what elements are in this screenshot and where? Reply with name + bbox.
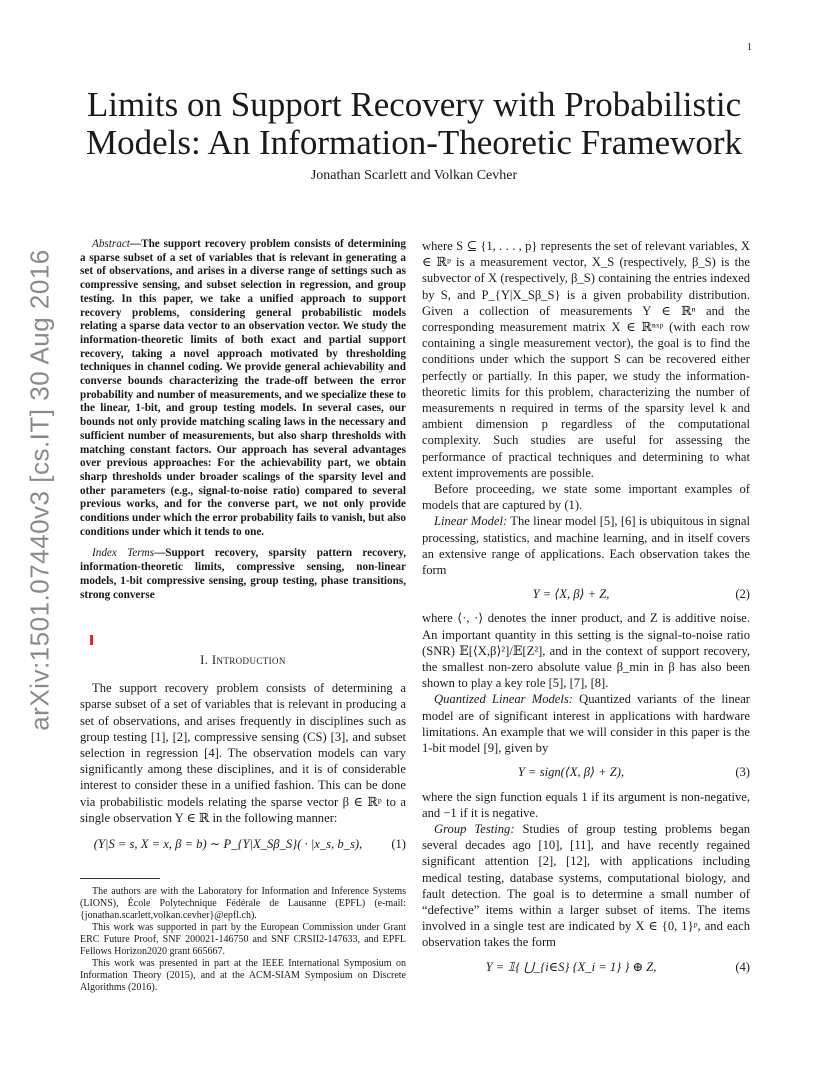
intro-section: [80, 652, 406, 862]
footnote-funding: This work was supported in part by the European Commission under Grant ERC Future Proof, SNF 200021-146750 and SNF CRSII2-147633, and EPFL Fellows Horizon2020 grant 665667.: [80, 922, 406, 957]
equation-3-number: (3): [735, 765, 750, 780]
equation-1: [80, 836, 406, 852]
linear-model-text: The linear model [5], [6] is ubiquitous in signal processing, statistics, and machine learning, and in itself covers an extensive range of applications. Each observation takes the form: [422, 514, 750, 578]
footnote-rule: [80, 878, 160, 879]
right-paragraph-1: where S ⊆ {1, . . . , p} represents the set of relevant variables, X ∈ ℝᵖ is a measurement vector, X_S (respectively, β_S) is the subvector of X (respectively, β_S) containing the entries indexed by S, and P_{Y|X_Sβ_S} is a given probability distribution. Given a collection of measurements Y ∈ ℝⁿ and the corresponding measurement matrix X ∈ ℝⁿˣᵖ (with each row containing a single measurement vector), the goal is to find the conditions under which the support S can be recovered either perfectly or partially. In this paper, we study the information-theoretic limits for this problem, characterizing the number of measurements n required in terms of the sparsity level k and ambient dimension p regardless of the computational complexity. Such studies are useful for assessing the performance of practical techniques and determining to what extent improvements are possible.: [422, 239, 750, 480]
page-number: 1: [747, 42, 752, 53]
left-column: [80, 238, 406, 602]
equation-4-number: (4): [735, 959, 750, 974]
arxiv-stamp: [20, 249, 60, 731]
abstract: [80, 238, 406, 539]
quantized-text: Quantized variants of the linear model are of significant interest in applications with hardware limitations. An example that we will consider in this paper is the 1-bit model [9], given by: [422, 692, 750, 756]
linear-model-paragraph: [422, 513, 750, 578]
group-testing-heading: Group Testing:: [434, 821, 515, 836]
equation-4: [422, 959, 750, 975]
footnotes: [80, 886, 406, 994]
title-line-2: Models: An Information-Theoretic Framework: [85, 123, 743, 162]
equation-3: [422, 764, 750, 780]
right-paragraph-2: Before proceeding, we state some important examples of models that are captured by (1).: [422, 482, 750, 513]
index-terms-text: —Support recovery, sparsity pattern recovery, information-theoretic limits, compressive sensing, non-linear models, 1-bit compressive sensing, group testing, phase transitions, strong converse: [80, 547, 406, 601]
after-equation-2: where ⟨·, ·⟩ denotes the inner product, and Z is additive noise. An important quantity in this setting is the signal-to-noise ratio (SNR) 𝔼[⟨X,β⟩²]/𝔼[Z²], and in the context of support recovery, the smallest non-zero absolute value β_min in β has also been shown to play a key role [5], [7], [8].: [422, 611, 750, 691]
linear-model-heading: Linear Model:: [434, 514, 508, 529]
footnote-affiliation: The authors are with the Laboratory for Information and Inference Systems (LIONS), École Polytechnique Fédérale de Lausanne (EPFL) (e-mail: {jonathan.scarlett,volkan.cevher}@epfl.ch).: [80, 886, 406, 921]
section-heading: I. Introduction: [200, 653, 286, 667]
equation-2: [422, 586, 750, 602]
authors: Jonathan Scarlett and Volkan Cevher: [310, 168, 518, 183]
quantized-heading: Quantized Linear Models:: [434, 692, 573, 707]
equation-2-formula: Y = ⟨X, β⟩ + Z,: [532, 587, 610, 602]
quantized-paragraph: [422, 691, 750, 756]
equation-4-formula: Y = 𝟙{ ⋃_{i∈S} {X_i = 1} } ⊕ Z,: [485, 959, 657, 974]
abstract-text: —The support recovery problem consists of determining a sparse subset of a set of variables that is relevant in generating a set of observations, and arises in a diverse range of settings such as compressive sensing, and subset selection in regression, and group testing. In this paper, we take a unified approach to support recovery problems, considering general probabilistic models relating a sparse data vector to an observation vector. We study the information-theoretic limits of both exact and partial support recovery, taking a novel approach motivated by thresholding techniques in channel coding. We provide general achievability and converse bounds characterizing the trade-off between the error probability and number of measurements, and we specialize these to the linear, 1-bit, and group testing models. In several cases, our bounds not only provide matching scaling laws in the necessary and sufficient number of measurements, but also sharp thresholds with matching constant factors. Our approach has several advantages over previous approaches: For the achievability part, we obtain sharp thresholds under broader scalings of the sparsity level and other parameters (e.g., signal-to-noise ratio) compared to several previous works, and for the converse part, we not only provide conditions under which the error probability fails to vanish, but also conditions under which it tends to one.: [80, 238, 406, 538]
intro-paragraph: The support recovery problem consists of determining a sparse subset of a set of variables that is relevant in producing a set of observations, and arises frequently in disciplines such as group testing [1], [2], compressive sensing (CS) [3], and subset selection in regression [4]. The observation models can vary significantly among these disciplines, and it is of considerable interest to consider these in a unified fashion. This can be done via probabilistic models relating the sparse vector β ∈ ℝᵖ to a single observation Y ∈ ℝ in the following manner:: [80, 681, 406, 825]
equation-3-formula: Y = sign(⟨X, β⟩ + Z),: [517, 765, 625, 780]
after-equation-3: where the sign function equals 1 if its argument is non-negative, and −1 if it is negative.: [422, 789, 750, 820]
title-line-1: Limits on Support Recovery with Probabilistic: [86, 85, 742, 124]
paper-title: [70, 86, 758, 162]
equation-2-number: (2): [735, 587, 750, 602]
equation-1-number: (1): [391, 837, 406, 852]
equation-1-formula: (Y|S = s, X = x, β = b) ∼ P_{Y|X_Sβ_S}( · |x_s, b_s),: [93, 837, 363, 852]
abstract-lead: Abstract: [92, 238, 130, 250]
footnote-presentation: This work was presented in part at the IEEE International Symposium on Information Theory (2015), and at the ACM-SIAM Symposium on Discrete Algorithms (2016).: [80, 958, 406, 993]
index-terms: [80, 547, 406, 602]
group-testing-paragraph: [422, 821, 750, 951]
index-terms-lead: Index Terms: [92, 547, 155, 560]
group-testing-text: Studies of group testing problems began several decades ago [10], [11], and have recently regained significant attention [2], [12], with applications including medical testing, database systems, computational biology, and fault detection. The goal is to determine a small number of “defective” items within a larger subset of items. The items involved in a single test are indicated by X ∈ {0, 1}ᵖ, and each observation takes the form: [422, 821, 750, 950]
right-column: [422, 238, 750, 983]
comment-marker: [90, 635, 93, 645]
arxiv-stamp-text: arXiv:1501.07440v3 [cs.IT] 30 Aug 2016: [24, 249, 55, 731]
